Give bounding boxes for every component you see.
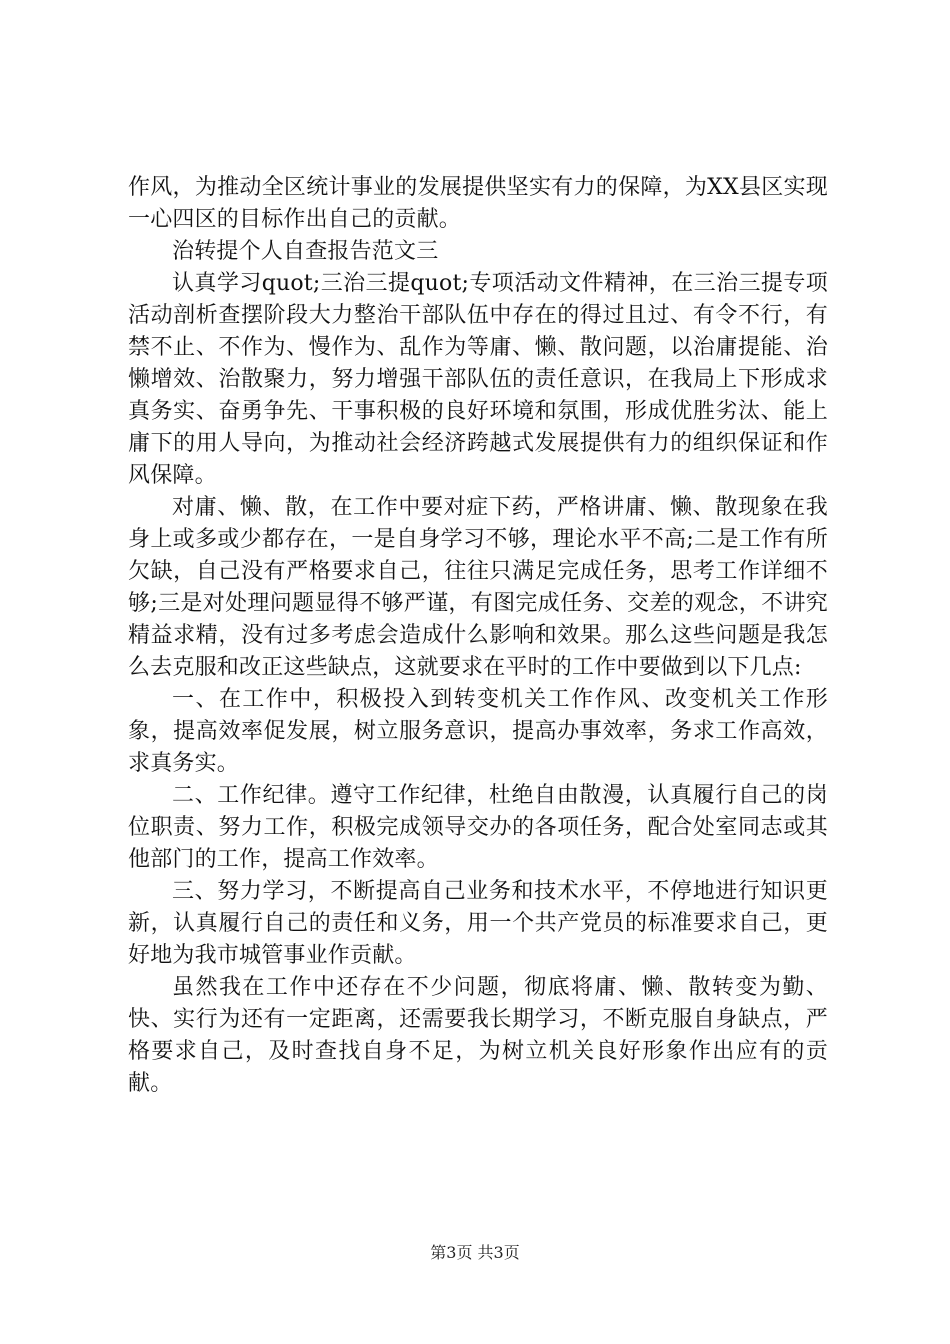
paragraph: 认真学习quot;三治三提quot;专项活动文件精神，在三治三提专项活动剖析查摆阶段大力整治干部队伍中存在的得过且过、有令不行，有禁不止、不作为、慢作为、乱作为等庸、懒、散问题，以治庸提能、治懒增效、治散聚力，努力增强干部队伍的责任意识，在我局上下形成求真务实、奋勇争先、干事积极的良好环境和氛围，形成优胜劣汰、能上庸下的用人导向，为推动社会经济跨越式发展提供有力的组织保证和作风保障。 xyxy=(128,271,828,488)
paragraph: 一、在工作中，积极投入到转变机关工作作风、改变机关工作形象，提高效率促发展，树立服务意识，提高办事效率，务求工作高效，求真务实。 xyxy=(128,687,828,776)
paragraph: 二、工作纪律。遵守工作纪律，杜绝自由散漫，认真履行自己的岗位职责、努力工作，积极完成领导交办的各项任务，配合处室同志或其他部门的工作，提高工作效率。 xyxy=(128,783,828,872)
document-body xyxy=(128,172,828,1100)
paragraph-continued: 作风，为推动全区统计事业的发展提供坚实有力的保障，为XX县区实现一心四区的目标作出自己的贡献。 xyxy=(128,175,828,232)
page-footer: 第3页 共3页 xyxy=(430,1243,520,1262)
paragraph: 对庸、懒、散，在工作中要对症下药，严格讲庸、懒、散现象在我身上或多或少都存在，一是自身学习不够，理论水平不高;二是工作有所欠缺，自己没有严格要求自己，往往只满足完成任务，思考工作详细不够;三是对处理问题显得不够严谨，有图完成任务、交差的观念，不讲究精益求精，没有过多考虑会造成什么影响和效果。那么这些问题是我怎么去克服和改正这些缺点，这就要求在平时的工作中要做到以下几点: xyxy=(128,495,828,680)
paragraph: 三、努力学习，不断提高自己业务和技术水平，不停地进行知识更新，认真履行自己的责任和义务，用一个共产党员的标准要求自己，更好地为我市城管事业作贡献。 xyxy=(128,879,828,968)
paragraph: 虽然我在工作中还存在不少问题，彻底将庸、懒、散转变为勤、快、实行为还有一定距离，还需要我长期学习，不断克服自身缺点，严格要求自己，及时查找自身不足，为树立机关良好形象作出应有的贡献。 xyxy=(128,975,828,1096)
section-heading: 治转提个人自查报告范文三 xyxy=(172,239,439,264)
